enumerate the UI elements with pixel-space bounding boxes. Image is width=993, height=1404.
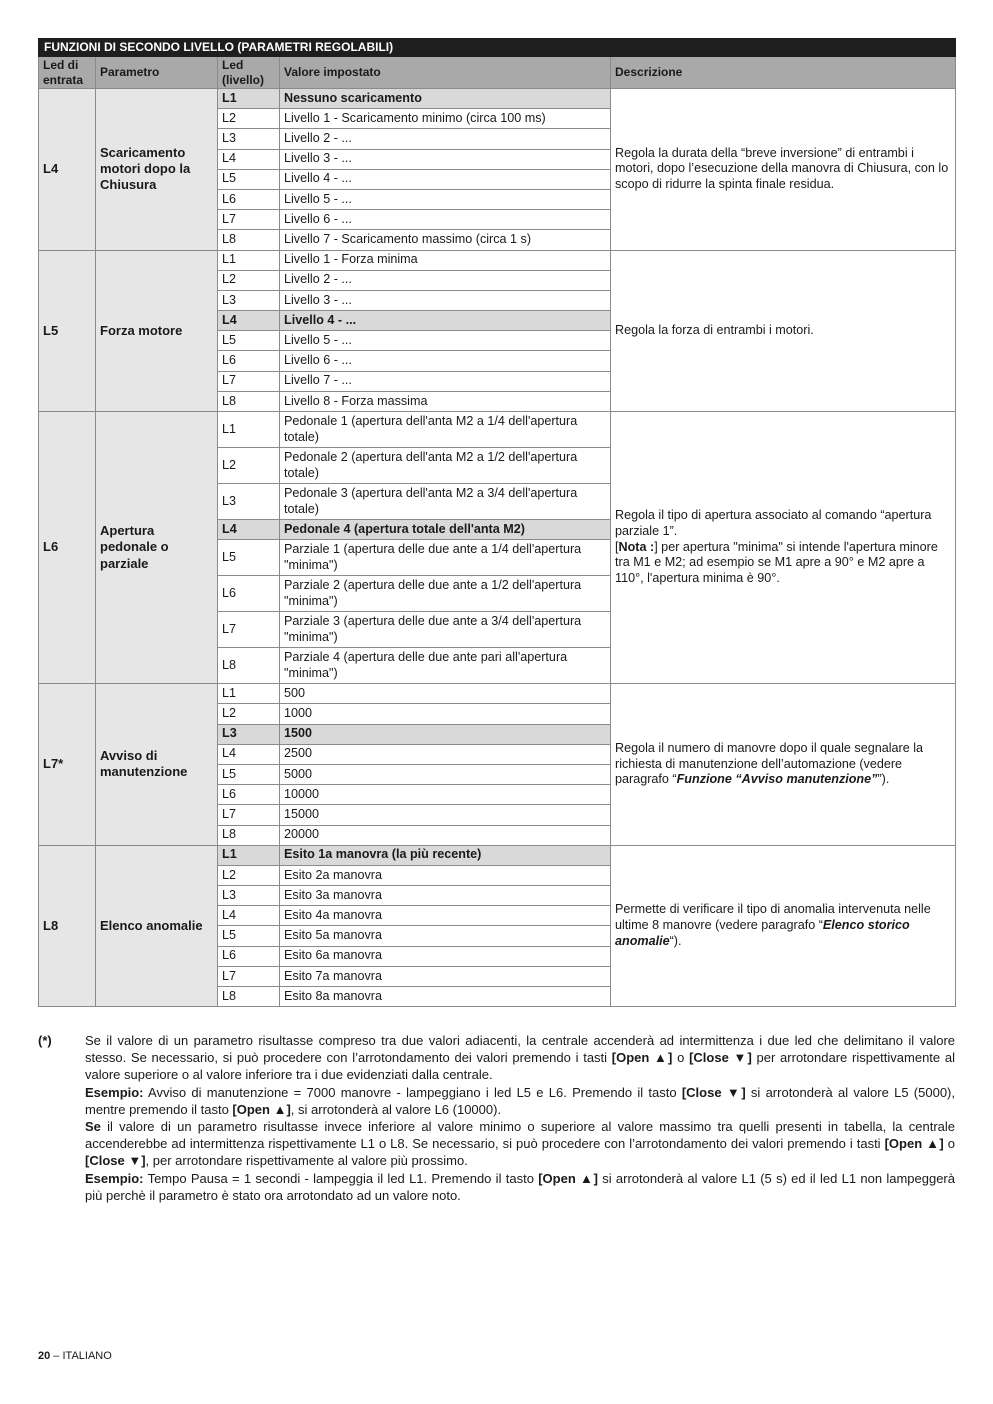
valore-cell: 1500 (280, 724, 611, 744)
valore-cell: Livello 8 - Forza massima (280, 391, 611, 411)
led-entrata-cell: L7* (39, 684, 96, 846)
valore-cell: 500 (280, 684, 611, 704)
led-entrata-cell: L4 (39, 89, 96, 251)
valore-cell: Parziale 3 (apertura delle due ante a 3/4 dell'apertura "minima") (280, 612, 611, 648)
valore-cell: Livello 3 - ... (280, 290, 611, 310)
table-title: FUNZIONI DI SECONDO LIVELLO (PARAMETRI REGOLABILI) (39, 39, 956, 57)
led-livello-cell: L5 (218, 764, 280, 784)
led-livello-cell: L8 (218, 648, 280, 684)
led-livello-cell: L8 (218, 825, 280, 845)
valore-cell: Livello 2 - ... (280, 129, 611, 149)
column-headers (39, 57, 956, 89)
table-row (39, 250, 956, 270)
page-footer (38, 1350, 112, 1362)
valore-cell: Esito 2a manovra (280, 865, 611, 885)
led-livello-cell: L4 (218, 149, 280, 169)
footnote-block (38, 1032, 955, 1204)
led-livello-cell: L3 (218, 484, 280, 520)
footnote-text: Se il valore di un parametro risultasse compreso tra due valori adiacenti, la centrale accenderà ad intermittenza i due led che delimitano il valore stesso. Se necessario, si può procedere con l’arrotondamento dei valori premendo i tasti [Open ▲] o [Close ▼] per arrotondare rispettivamente al valore superiore o al valore inferiore tra i due evidenziati dalla centrale. Esempio: Avviso di manutenzione = 7000 manovre - lampeggiano i led L5 e L6. Premendo il tasto [Close ▼] si arrotonderà al valore L5 (5000), mentre premendo il tasto [Open ▲], si arrotonderà al valore L6 (10000). Se il valore di un parametro risultasse invece inferiore al valore minimo o superiore al valore massimo tra quelli presenti in tabella, la centrale accenderebbe ad intermittenza rispettivamente L1 o L8. Se necessario, si può procedere con l’arrotondamento dei valori premendo i tasti [Open ▲] o [Close ▼], per arrotondare rispettivamente al valore più prossimo. Esempio: Tempo Pausa = 1 secondi - lampeggia il led L1. Premendo il tasto [Open ▲] si arrotonderà al valore L1 (5 s) ed il led L1 non lampeggerà più perchè il parametro è stato ora arrotondato ad un valore noto. (85, 1033, 956, 1203)
led-livello-cell: L8 (218, 230, 280, 250)
valore-cell: 5000 (280, 764, 611, 784)
led-livello-cell: L2 (218, 704, 280, 724)
led-livello-cell: L4 (218, 906, 280, 926)
led-livello-cell: L6 (218, 946, 280, 966)
table-row (39, 412, 956, 448)
valore-cell: Esito 5a manovra (280, 926, 611, 946)
header-parametro: Parametro (96, 57, 218, 89)
led-entrata-cell: L6 (39, 412, 96, 684)
valore-cell: Livello 5 - ... (280, 189, 611, 209)
led-entrata-cell: L5 (39, 250, 96, 412)
led-livello-cell: L2 (218, 109, 280, 129)
valore-cell: Livello 6 - ... (280, 351, 611, 371)
valore-cell: Esito 7a manovra (280, 966, 611, 986)
valore-cell: Esito 8a manovra (280, 987, 611, 1007)
led-livello-cell: L7 (218, 371, 280, 391)
led-livello-cell: L5 (218, 331, 280, 351)
valore-cell: Livello 4 - ... (280, 169, 611, 189)
led-livello-cell: L4 (218, 520, 280, 540)
parametro-cell: Apertura pedonale o parziale (96, 412, 218, 684)
page-number: 20 (38, 1350, 51, 1362)
valore-cell: Livello 5 - ... (280, 331, 611, 351)
valore-cell: Pedonale 1 (apertura dell'anta M2 a 1/4 dell'apertura totale) (280, 412, 611, 448)
valore-cell: Parziale 4 (apertura delle due ante pari all'apertura "minima") (280, 648, 611, 684)
led-livello-cell: L1 (218, 845, 280, 865)
descrizione-cell: Regola la durata della “breve inversione” di entrambi i motori, dopo l’esecuzione della manovra di Chiusura, con lo scopo di ridurre la spinta finale residua. (611, 89, 956, 251)
led-livello-cell: L1 (218, 684, 280, 704)
led-livello-cell: L7 (218, 210, 280, 230)
led-livello-cell: L4 (218, 744, 280, 764)
valore-cell: Livello 4 - ... (280, 311, 611, 331)
valore-cell: 10000 (280, 785, 611, 805)
led-livello-cell: L6 (218, 189, 280, 209)
valore-cell: Livello 1 - Scaricamento minimo (circa 100 ms) (280, 109, 611, 129)
valore-cell: Esito 6a manovra (280, 946, 611, 966)
led-livello-cell: L3 (218, 886, 280, 906)
led-livello-cell: L3 (218, 724, 280, 744)
valore-cell: Livello 1 - Forza minima (280, 250, 611, 270)
parametro-cell: Elenco anomalie (96, 845, 218, 1007)
led-livello-cell: L2 (218, 448, 280, 484)
led-livello-cell: L1 (218, 412, 280, 448)
table-body (39, 89, 956, 1007)
footnote-mark: (*) (38, 1033, 52, 1048)
led-livello-cell: L5 (218, 169, 280, 189)
led-livello-cell: L3 (218, 290, 280, 310)
valore-cell: Nessuno scaricamento (280, 89, 611, 109)
parametro-cell: Avviso di manutenzione (96, 684, 218, 846)
valore-cell: Pedonale 4 (apertura totale dell'anta M2) (280, 520, 611, 540)
valore-cell: Parziale 1 (apertura delle due ante a 1/4 dell'apertura "minima") (280, 540, 611, 576)
led-livello-cell: L8 (218, 987, 280, 1007)
valore-cell: 15000 (280, 805, 611, 825)
table-row (39, 89, 956, 109)
led-livello-cell: L7 (218, 805, 280, 825)
valore-cell: Livello 7 - Scaricamento massimo (circa 1 s) (280, 230, 611, 250)
table-row (39, 845, 956, 865)
valore-cell: Esito 1a manovra (la più recente) (280, 845, 611, 865)
valore-cell: 20000 (280, 825, 611, 845)
descrizione-cell: Regola la forza di entrambi i motori. (611, 250, 956, 412)
descrizione-cell: Regola il numero di manovre dopo il quale segnalare la richiesta di manutenzione dell’automazione (vedere paragrafo “Funzione “Avviso manutenzione””). (611, 684, 956, 846)
led-livello-cell: L1 (218, 89, 280, 109)
led-livello-cell: L7 (218, 612, 280, 648)
valore-cell: Parziale 2 (apertura delle due ante a 1/2 dell'apertura "minima") (280, 576, 611, 612)
footer-separator: – (50, 1350, 63, 1362)
led-livello-cell: L8 (218, 391, 280, 411)
valore-cell: Pedonale 2 (apertura dell'anta M2 a 1/2 dell'apertura totale) (280, 448, 611, 484)
led-livello-cell: L3 (218, 129, 280, 149)
valore-cell: Livello 6 - ... (280, 210, 611, 230)
led-livello-cell: L6 (218, 576, 280, 612)
valore-cell: 2500 (280, 744, 611, 764)
valore-cell: Livello 7 - ... (280, 371, 611, 391)
led-livello-cell: L5 (218, 926, 280, 946)
led-livello-cell: L2 (218, 865, 280, 885)
valore-cell: Livello 2 - ... (280, 270, 611, 290)
valore-cell: Livello 3 - ... (280, 149, 611, 169)
parameters-table (38, 38, 956, 1007)
led-livello-cell: L6 (218, 351, 280, 371)
header-led-entrata: Led di entrata (39, 57, 96, 89)
led-livello-cell: L2 (218, 270, 280, 290)
descrizione-cell: Permette di verificare il tipo di anomalia intervenuta nelle ultime 8 manovre (vedere paragrafo “Elenco storico anomalie“). (611, 845, 956, 1007)
led-livello-cell: L5 (218, 540, 280, 576)
header-valore: Valore impostato (280, 57, 611, 89)
valore-cell: Esito 4a manovra (280, 906, 611, 926)
led-livello-cell: L7 (218, 966, 280, 986)
descrizione-cell: Regola il tipo di apertura associato al comando “apertura parziale 1”. [Nota :] per apertura "minima" si intende l'apertura minore tra M1 e M2; ad esempio se M1 apre a 90° e M2 apre a 110°, l'apertura minima è 90°. (611, 412, 956, 684)
parameters-table-container (38, 38, 955, 1007)
valore-cell: Esito 3a manovra (280, 886, 611, 906)
valore-cell: Pedonale 3 (apertura dell'anta M2 a 3/4 dell'apertura totale) (280, 484, 611, 520)
led-livello-cell: L4 (218, 311, 280, 331)
header-led-livello: Led (livello) (218, 57, 280, 89)
table-row (39, 684, 956, 704)
led-entrata-cell: L8 (39, 845, 96, 1007)
parametro-cell: Scaricamento motori dopo la Chiusura (96, 89, 218, 251)
led-livello-cell: L6 (218, 785, 280, 805)
header-descrizione: Descrizione (611, 57, 956, 89)
led-livello-cell: L1 (218, 250, 280, 270)
footer-language: ITALIANO (62, 1350, 112, 1362)
parametro-cell: Forza motore (96, 250, 218, 412)
valore-cell: 1000 (280, 704, 611, 724)
